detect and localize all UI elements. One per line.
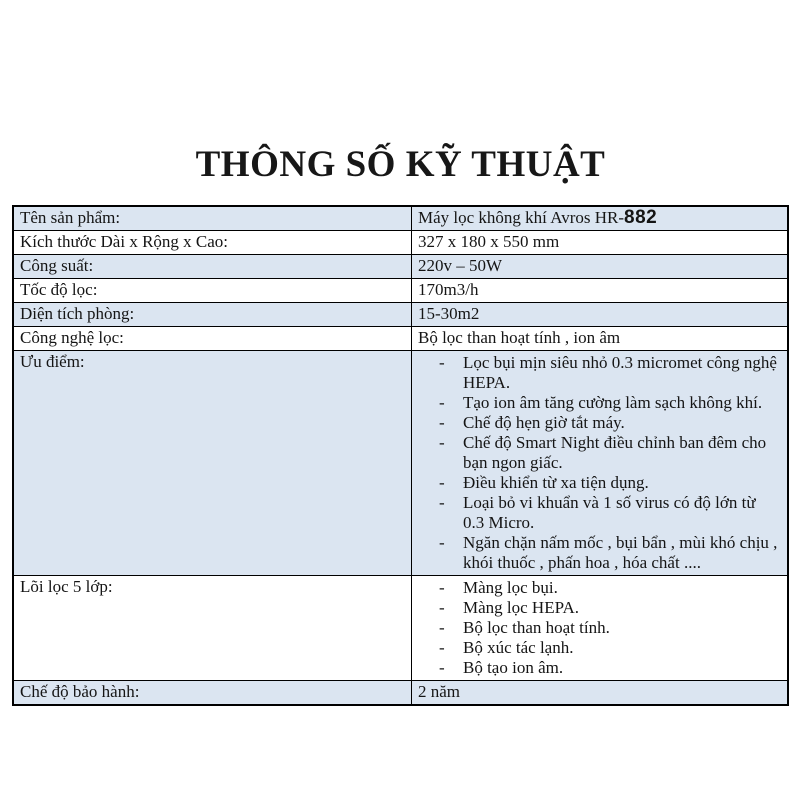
bullet-item <box>412 638 783 658</box>
spec-value <box>412 207 787 230</box>
spec-row-warranty <box>14 680 787 704</box>
bullet-item <box>412 533 783 573</box>
spec-value <box>412 279 787 302</box>
bullet-dash-icon: - <box>439 413 445 432</box>
spec-row-product-name <box>14 207 787 230</box>
spec-value-text: Máy lọc không khí Avros HR- <box>418 208 625 227</box>
bullet-item <box>412 413 783 433</box>
spec-value-text: 15-30m2 <box>418 304 480 323</box>
bullet-dash-icon: - <box>439 533 445 552</box>
spec-label-text: Công nghệ lọc: <box>20 328 124 347</box>
spec-label-text: Diện tích phòng: <box>20 304 135 323</box>
spec-value-text: 220v – 50W <box>418 256 503 275</box>
bullet-item <box>412 598 783 618</box>
spec-label-text: Tên sản phẩm: <box>20 208 121 227</box>
bullet-item <box>412 473 783 493</box>
spec-label-text: Kích thước Dài x Rộng x Cao: <box>20 232 229 251</box>
bullet-text: Màng lọc bụi. <box>463 578 558 597</box>
spec-value-bullet-list <box>412 351 787 575</box>
bullet-dash-icon: - <box>439 393 445 412</box>
bullet-text: Bộ lọc than hoạt tính. <box>463 618 610 637</box>
spec-row-advantages <box>14 350 787 575</box>
spec-label-text: Công suất: <box>20 256 94 275</box>
spec-value-text: 2 năm <box>418 682 461 701</box>
spec-row-room-area <box>14 302 787 326</box>
spec-label <box>14 279 412 302</box>
bullet-item <box>412 658 783 678</box>
bullet-dash-icon: - <box>439 473 445 492</box>
spec-row-filter-technology <box>14 326 787 350</box>
spec-value-text: 327 x 180 x 550 mm <box>418 232 560 251</box>
bullet-dash-icon: - <box>439 658 445 677</box>
spec-label-text: Lõi lọc 5 lớp: <box>20 577 113 596</box>
spec-label <box>14 576 412 680</box>
bullet-item <box>412 393 783 413</box>
bullet-item <box>412 618 783 638</box>
spec-label <box>14 303 412 326</box>
spec-row-filter-core <box>14 575 787 680</box>
bullet-dash-icon: - <box>439 433 445 452</box>
bullet-text: Điều khiển từ xa tiện dụng. <box>463 473 649 492</box>
bullet-text: Bộ xúc tác lạnh. <box>463 638 574 657</box>
bullet-text: Bộ tạo ion âm. <box>463 658 564 677</box>
spec-label-text: Chế độ bảo hành: <box>20 682 140 701</box>
bullet-item <box>412 353 783 393</box>
spec-label <box>14 255 412 278</box>
spec-label <box>14 327 412 350</box>
bullet-text: Loại bỏ vi khuẩn và 1 số virus có độ lớn từ 0.3 Micro. <box>463 493 756 532</box>
bullet-dash-icon: - <box>439 578 445 597</box>
bullet-dash-icon: - <box>439 493 445 512</box>
bullet-text: Chế độ Smart Night điều chỉnh ban đêm cho bạn ngon giấc. <box>463 433 767 472</box>
bullet-dash-icon: - <box>439 353 445 372</box>
bullet-item <box>412 578 783 598</box>
bullet-item <box>412 493 783 533</box>
spec-value <box>412 681 787 704</box>
spec-table <box>12 205 789 706</box>
spec-value <box>412 327 787 350</box>
page-title: THÔNG SỐ KỸ THUẬT <box>195 144 606 185</box>
bullet-text: Chế độ hẹn giờ tắt máy. <box>463 413 625 432</box>
bullet-dash-icon: - <box>439 598 445 617</box>
spec-label-text: Tốc độ lọc: <box>20 280 98 299</box>
spec-label <box>14 351 412 575</box>
spec-row-power <box>14 254 787 278</box>
bullet-dash-icon: - <box>439 618 445 637</box>
spec-label <box>14 231 412 254</box>
spec-label <box>14 681 412 704</box>
spec-value-bullet-list <box>412 576 787 680</box>
spec-value <box>412 231 787 254</box>
spec-value-model-number: 882 <box>624 207 658 228</box>
spec-row-filter-speed <box>14 278 787 302</box>
bullet-text: Màng lọc HEPA. <box>463 598 580 617</box>
bullet-text: Tạo ion âm tăng cường làm sạch không khí. <box>463 393 763 412</box>
spec-label <box>14 207 412 230</box>
spec-value-text: Bộ lọc than hoạt tính , ion âm <box>418 328 621 347</box>
bullet-text: Lọc bụi mịn siêu nhỏ 0.3 micromet công nghệ HEPA. <box>463 353 777 392</box>
bullet-dash-icon: - <box>439 638 445 657</box>
bullet-text: Ngăn chặn nấm mốc , bụi bẩn , mùi khó chịu , khói thuốc , phấn hoa , hóa chất .... <box>463 533 778 572</box>
spec-value <box>412 255 787 278</box>
bullet-item <box>412 433 783 473</box>
spec-value <box>412 303 787 326</box>
spec-value-text: 170m3/h <box>418 280 479 299</box>
spec-row-dimensions <box>14 230 787 254</box>
spec-label-text: Ưu điểm: <box>20 352 85 371</box>
